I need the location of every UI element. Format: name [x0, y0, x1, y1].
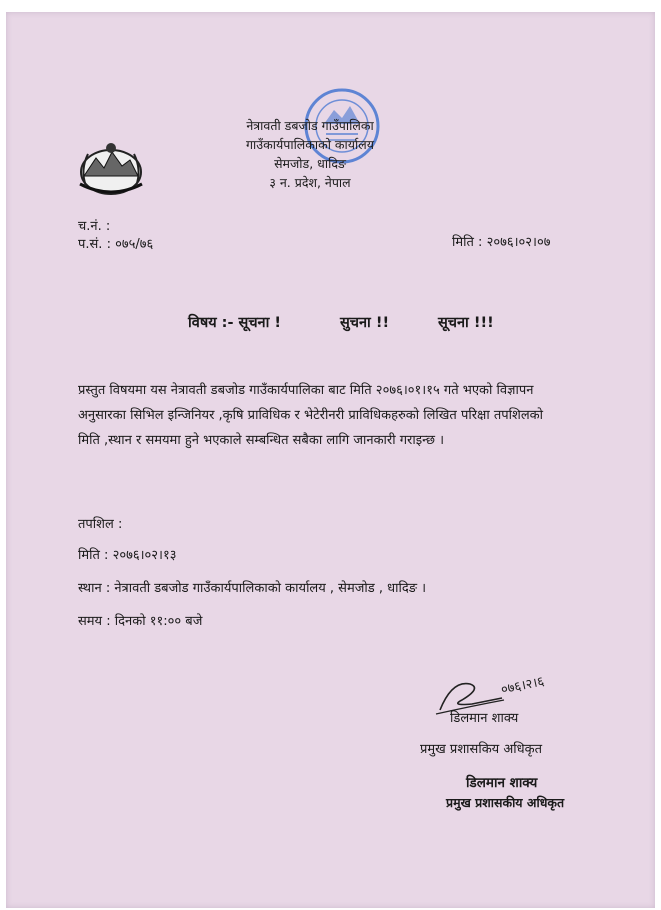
header-province: ३ न. प्रदेश, नेपाल [269, 175, 351, 190]
exam-time: समय : दिनको ११:०० बजे [78, 614, 203, 629]
signatory-title: प्रमुख प्रशासकिय अधिकृत [420, 742, 543, 757]
subject-notice-1: विषय :- सूचना ! [188, 315, 281, 331]
subject-notice-2: सुचना !! [340, 315, 390, 331]
subject-notice-3: सूचना !!! [438, 315, 494, 331]
reference-cha-na: च.नं. : [78, 219, 111, 234]
signature-date: ०७६।२।६ [499, 674, 546, 698]
stamp-name: डिलमान शाक्य [466, 775, 538, 791]
nepal-emblem-icon [74, 140, 148, 198]
body-paragraph: प्रस्तुत विषयमा यस नेत्रावती डबजोड गाउँकार्यपालिका बाट मिति २०७६।०१।१५ गते भएको विज्ञापन अनुसारका सिभिल इन्जिनियर ,कृषि प्राविधिक र भेटेरीनरी प्राविधिकहरुको लिखित परिक्षा तपशिलको मिति ,स्थान र समयमा हुने भएकाले सम्बन्धित सबैका लागि जानकारी गराइन्छ । [78, 383, 544, 448]
stamp-title: प्रमुख प्रशासकीय अधिकृत [446, 795, 565, 810]
header-location: सेमजोड, धादिङ [274, 156, 346, 171]
letter-date: मिति : २०७६।०२।०७ [452, 235, 551, 250]
reference-pa-sa: प.सं. : ०७५/७६ [78, 237, 154, 252]
details-heading: तपशिल : [78, 517, 123, 532]
header-municipality-name: नेत्रावती डबजोड गाउँपालिका [246, 118, 374, 133]
signatory-name: डिलमान शाक्य [450, 711, 519, 726]
exam-place: स्थान : नेत्रावती डबजोड गाउँकार्यपालिकाको कार्यालय , सेमजोड , धादिङ । [78, 581, 427, 596]
exam-date: मिति : २०७६।०२।१३ [78, 548, 177, 563]
header-office-name: गाउँकार्यपालिकाको कार्यालय [246, 137, 374, 152]
